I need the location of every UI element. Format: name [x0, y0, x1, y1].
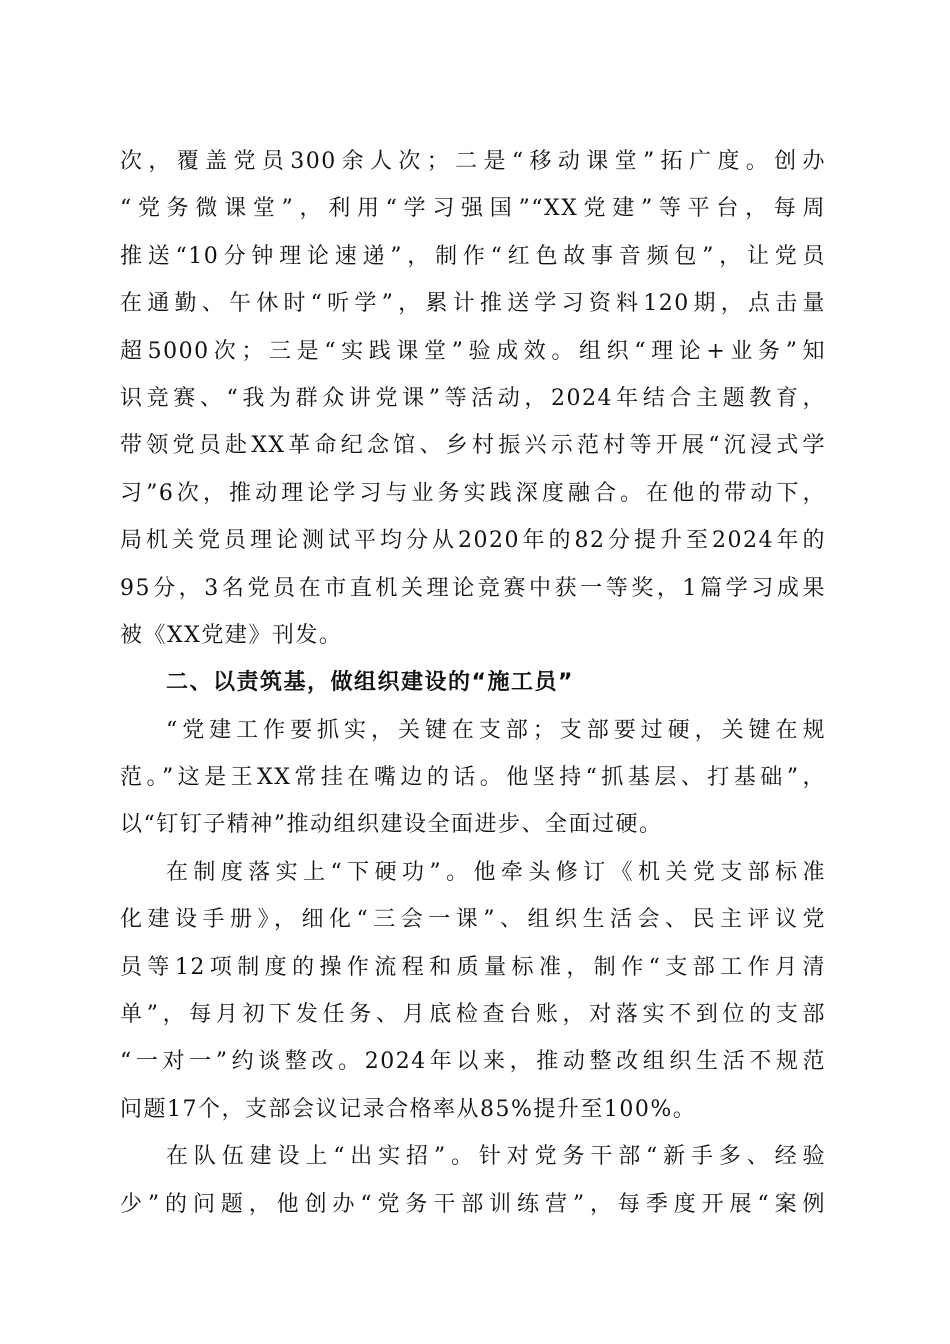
text-line: 推送“10分钟理论速递”，制作“红色故事音频包”，让党员: [120, 243, 826, 269]
text-line: 在通勤、午休时“听学”，累计推送学习资料120期，点击量: [120, 291, 826, 317]
text-line: 带领党员赴XX革命纪念馆、乡村振兴示范村等开展“沉浸式学: [120, 433, 826, 459]
text-line: 化建设手册》，细化“三会一课”、组织生活会、民主评议党: [120, 907, 826, 933]
body-text: [120, 138, 826, 1228]
text-line: 在制度落实上“下硬功”。他牵头修订《机关党支部标准: [166, 859, 826, 885]
text-line: 次，覆盖党员300余人次；二是“移动课堂”拓广度。创办: [120, 149, 826, 174]
text-line: 习”6次，推动理论学习与业务实践深度融合。在他的带动下，: [120, 480, 826, 506]
text-line: 识竞赛、“我为群众讲党课”等活动，2024年结合主题教育，: [120, 385, 826, 411]
section-heading: 二、以责筑基，做组织建设的“施工员”: [166, 670, 574, 696]
text-line: 被《XX党建》刊发。: [120, 622, 343, 648]
text-line: 95分，3名党员在市直机关理论竞赛中获一等奖，1篇学习成果: [120, 575, 826, 601]
text-line: “党建工作要抓实，关键在支部；支部要过硬，关键在规: [166, 717, 826, 743]
text-line: 范。”这是王XX常挂在嘴边的话。他坚持“抓基层、打基础”，: [120, 765, 826, 791]
text-line: 局机关党员理论测试平均分从2020年的82分提升至2024年的: [120, 528, 826, 554]
text-line: 单”，每月初下发任务、月底检查台账，对落实不到位的支部: [120, 1002, 826, 1028]
text-line: “一对一”约谈整改。2024年以来，推动整改组织生活不规范: [120, 1049, 826, 1075]
text-line: 以“钉钉子精神”推动组织建设全面进步、全面过硬。: [120, 812, 663, 838]
text-line: 在队伍建设上“出实招”。针对党务干部“新手多、经验: [166, 1144, 826, 1170]
text-line: 超5000次；三是“实践课堂”验成效。组织“理论+业务”知: [120, 338, 826, 364]
text-line: 问题17个，支部会议记录合格率从85%提升至100%。: [120, 1096, 697, 1122]
text-line: 少”的问题，他创办“党务干部训练营”，每季度开展“案例: [120, 1191, 826, 1217]
text-line: “党务微课堂”，利用“学习强国”“XX党建”等平台，每周: [120, 196, 826, 222]
text-line: 员等12项制度的操作流程和质量标准，制作“支部工作月清: [120, 954, 826, 980]
